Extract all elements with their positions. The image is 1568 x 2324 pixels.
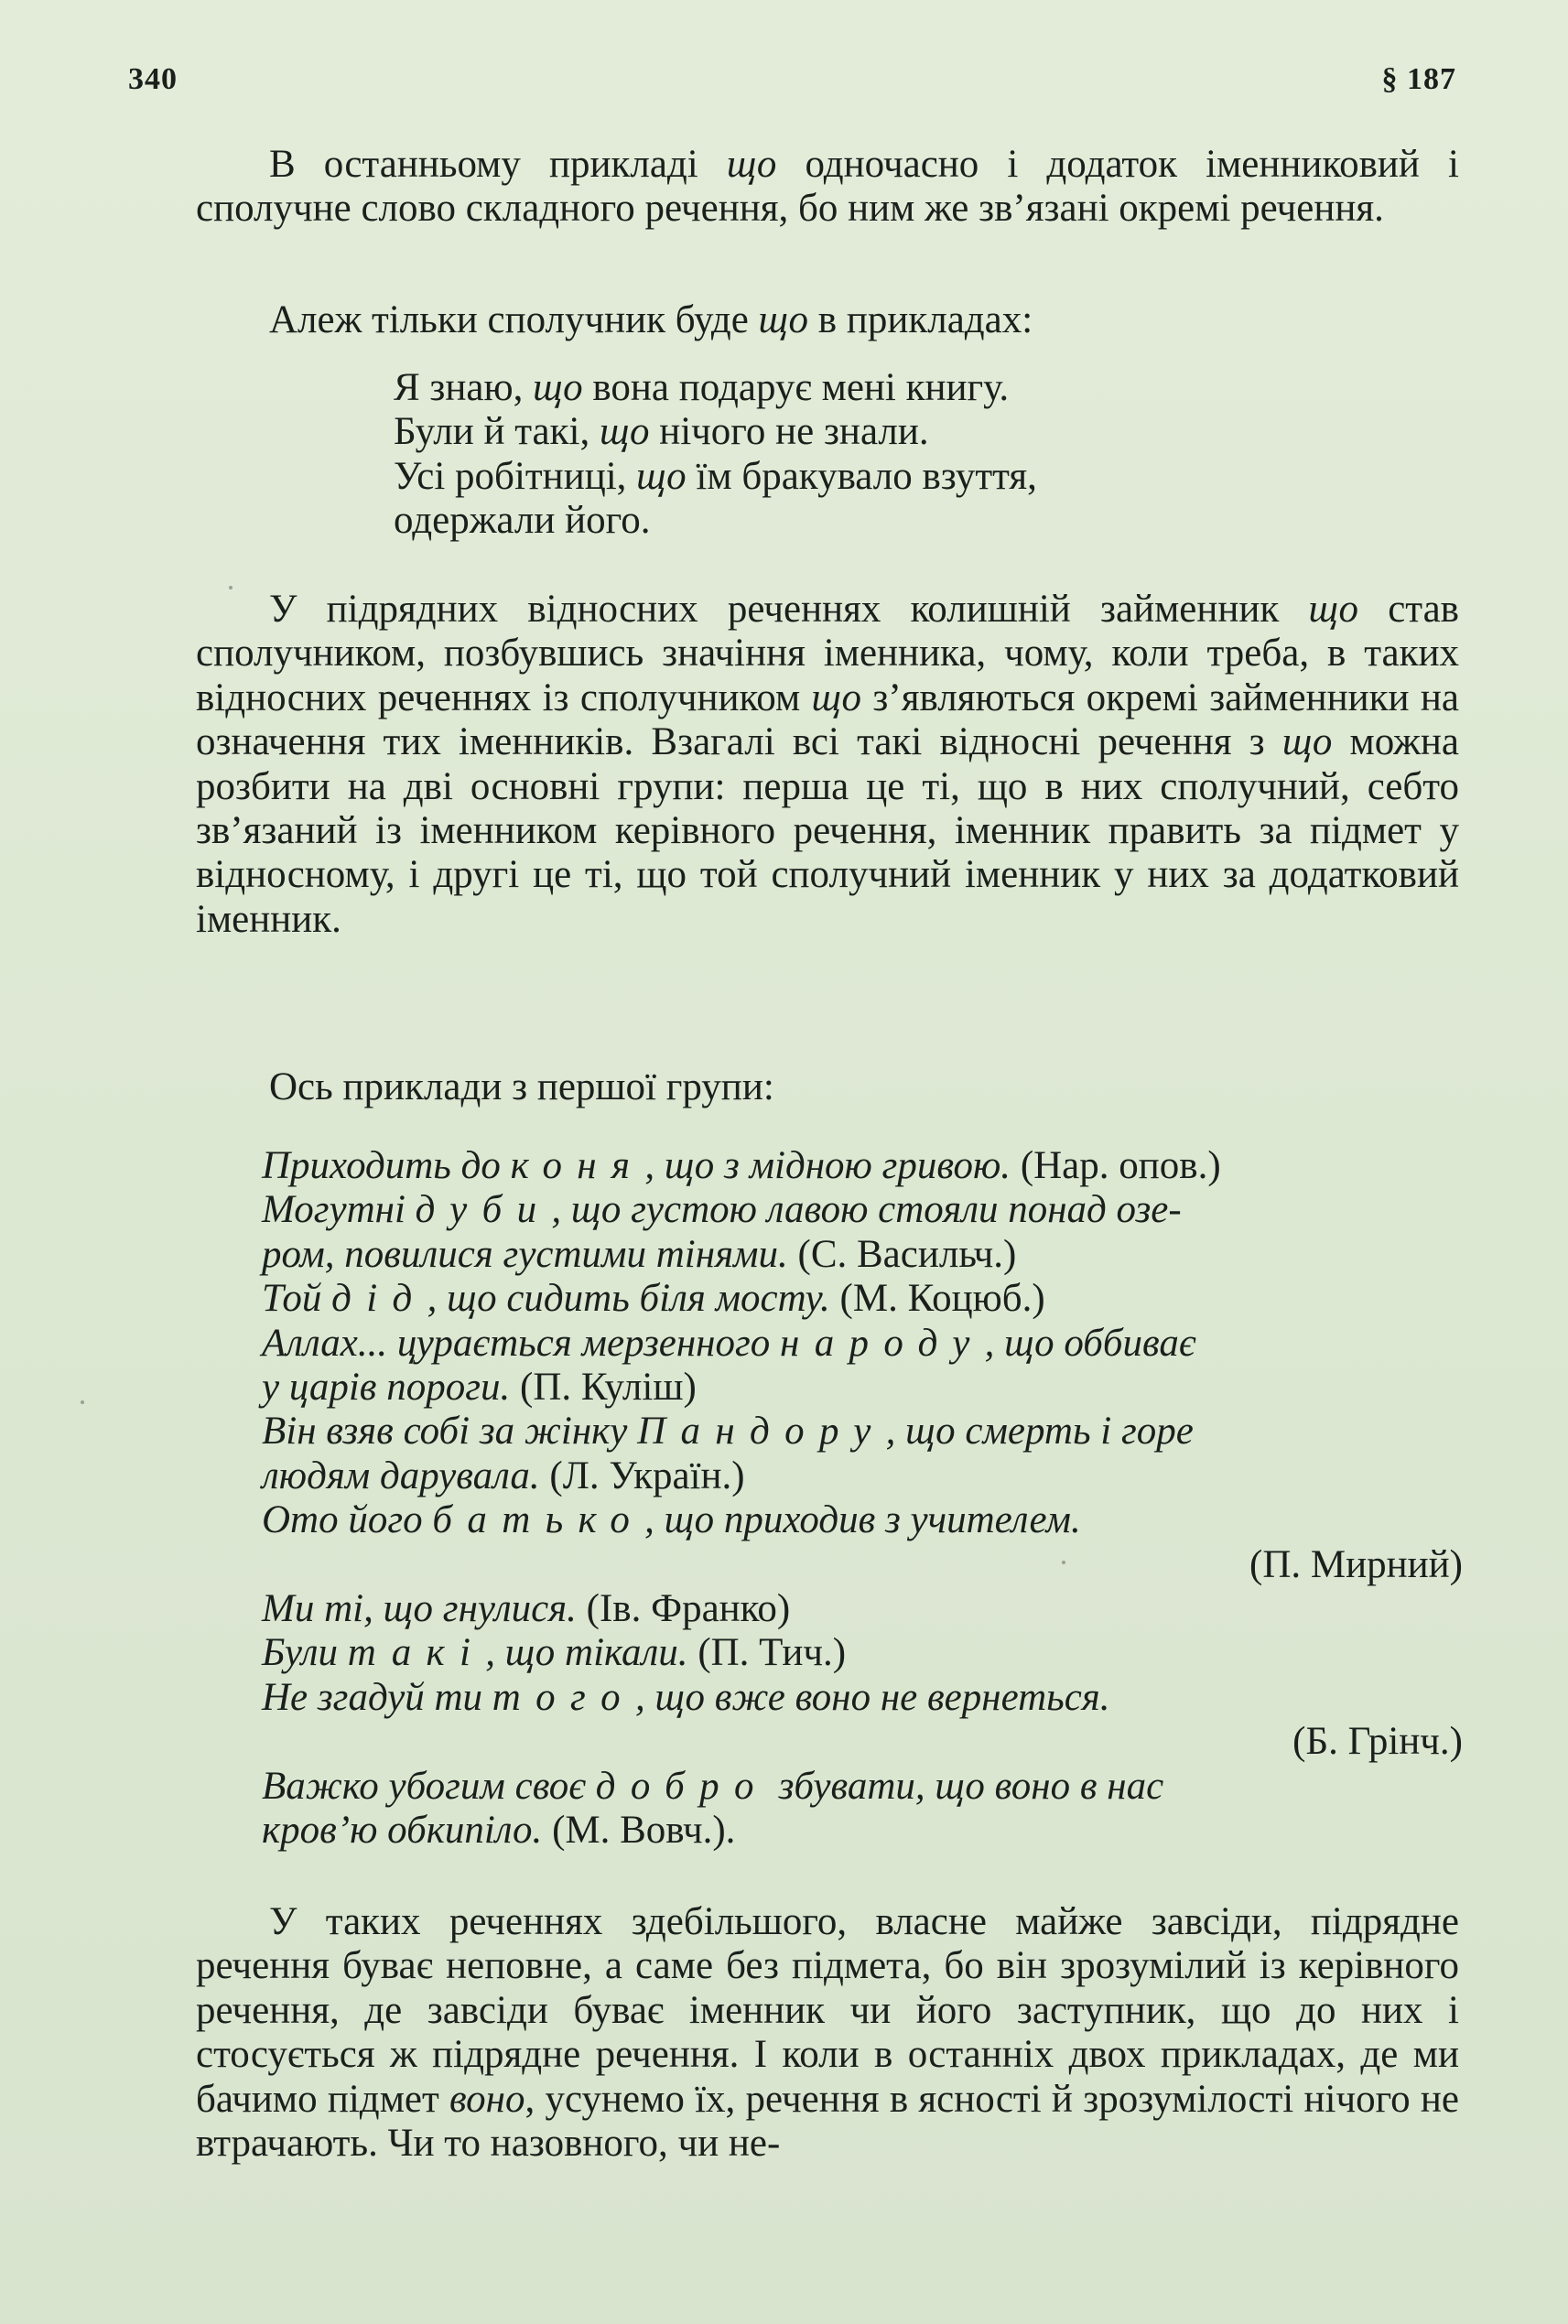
para5-text: У таких реченнях здебільшого, власне майже завсіди, підрядне речення буває неповне, а саме без підмета, бо він зрозумілий із керівного речення, де завсіди буває іменник чи його заступник, що до них і стосується ж підрядне речення. І коли в останніх двох прикладах, де ми бачимо підмет	[196, 1900, 1459, 2121]
para5-italic-word: воно	[449, 2077, 525, 2121]
paper-speck	[81, 1400, 84, 1404]
paragraph-4	[196, 1065, 1459, 1109]
para3-italic-word: що	[1281, 720, 1333, 764]
para3-text: У підрядних відносних реченнях колишній займенник	[269, 588, 1309, 631]
paragraph-3	[196, 588, 1459, 942]
example-line: Аллах... цурається мерзенного народу, що оббиває	[262, 1321, 1196, 1365]
example-line: Ми ті, що гнулися. (Ів. Франко)	[262, 1587, 791, 1631]
para1-text-c: одночасно і додаток іменниковий і сполучне слово складного речення, бо ним же зв’язані окремі речення.	[196, 143, 1459, 231]
example-line: Могутні дуби, що густою лавою стояли понад озе-	[262, 1188, 1182, 1232]
para2-text-c: в прикладах:	[808, 298, 1033, 341]
example-line: ром, повилися густими тінями. (С. Васильч.)	[262, 1232, 1017, 1276]
example-source: (П. Мирний)	[1249, 1542, 1463, 1586]
example-source: (Б. Грінч.)	[1292, 1720, 1463, 1764]
para3-italic-word: що	[811, 676, 862, 719]
section-number: § 187	[1381, 62, 1456, 96]
para2-italic-word: що	[758, 298, 809, 341]
paragraph-1	[196, 143, 1459, 232]
para3-text: став сполучником, позбувшись значіння іменника, чому, коли треба, в таких відносних реченнях із сполучником	[196, 588, 1459, 719]
para3-text: можна розбити на дві основні групи: перша це ті, що в них сполучний, себто зв’язаний із іменником керівного речення, іменник править за підмет у відносному, і другі це ті, що той сполучний іменник у них за додатковий іменник.	[196, 720, 1459, 941]
example-line: Важко убогим своє добро збувати, що воно в нас	[262, 1764, 1164, 1808]
example-line: Я знаю, що вона подарує мені книгу.	[394, 366, 1010, 409]
example-line: Були такі, що тікали. (П. Тич.)	[262, 1631, 847, 1675]
paragraph-5	[196, 1900, 1459, 2166]
example-list-1	[394, 366, 1400, 544]
example-list-2	[262, 1144, 1463, 1854]
example-line: Приходить до коня, що з мідною гривою. (Нар. опов.)	[262, 1144, 1221, 1187]
page-number: 340	[128, 62, 178, 96]
paper-speck	[229, 586, 232, 589]
para1-italic-word: що	[726, 143, 777, 186]
para3-italic-word: що	[1308, 588, 1358, 631]
example-line: Ото його батько, що приходив з учителем.	[262, 1498, 1081, 1542]
example-line: Той дід, що сидить біля мосту. (М. Коцюб.)	[262, 1277, 1045, 1321]
para4-text: Ось приклади з першої групи:	[269, 1065, 774, 1108]
example-line: кров’ю обкипіло. (М. Вовч.).	[262, 1809, 736, 1853]
paper-speck	[1062, 1561, 1065, 1564]
para1-text-a: В останньому прикладі	[269, 143, 727, 186]
example-line: людям дарувала. (Л. Україн.)	[262, 1454, 745, 1497]
example-line: Усі робітниці, що їм бракувало взуття,	[394, 454, 1037, 498]
example-line: Він взяв собі за жінку Пандору, що смерть і горе	[262, 1410, 1194, 1454]
example-line: у царів пороги. (П. Куліш)	[262, 1366, 697, 1410]
para5-text: , усунемо їх, речення в ясності й зрозумілості нічого не втрачають. Чи то назовного, чи не-	[196, 2077, 1459, 2166]
para2-text-a: Алеж тільки сполучник буде	[269, 298, 759, 341]
para3-text: з’являються окремі займенники на означення тих іменників. Взагалі всі такі відносні речення з	[196, 676, 1459, 764]
example-line: Були й такі, що нічого не знали.	[394, 410, 929, 454]
paragraph-2	[196, 298, 1459, 342]
example-line: Не згадуй ти того, що вже воно не вернеться.	[262, 1675, 1110, 1719]
example-line: одержали його.	[394, 499, 651, 543]
